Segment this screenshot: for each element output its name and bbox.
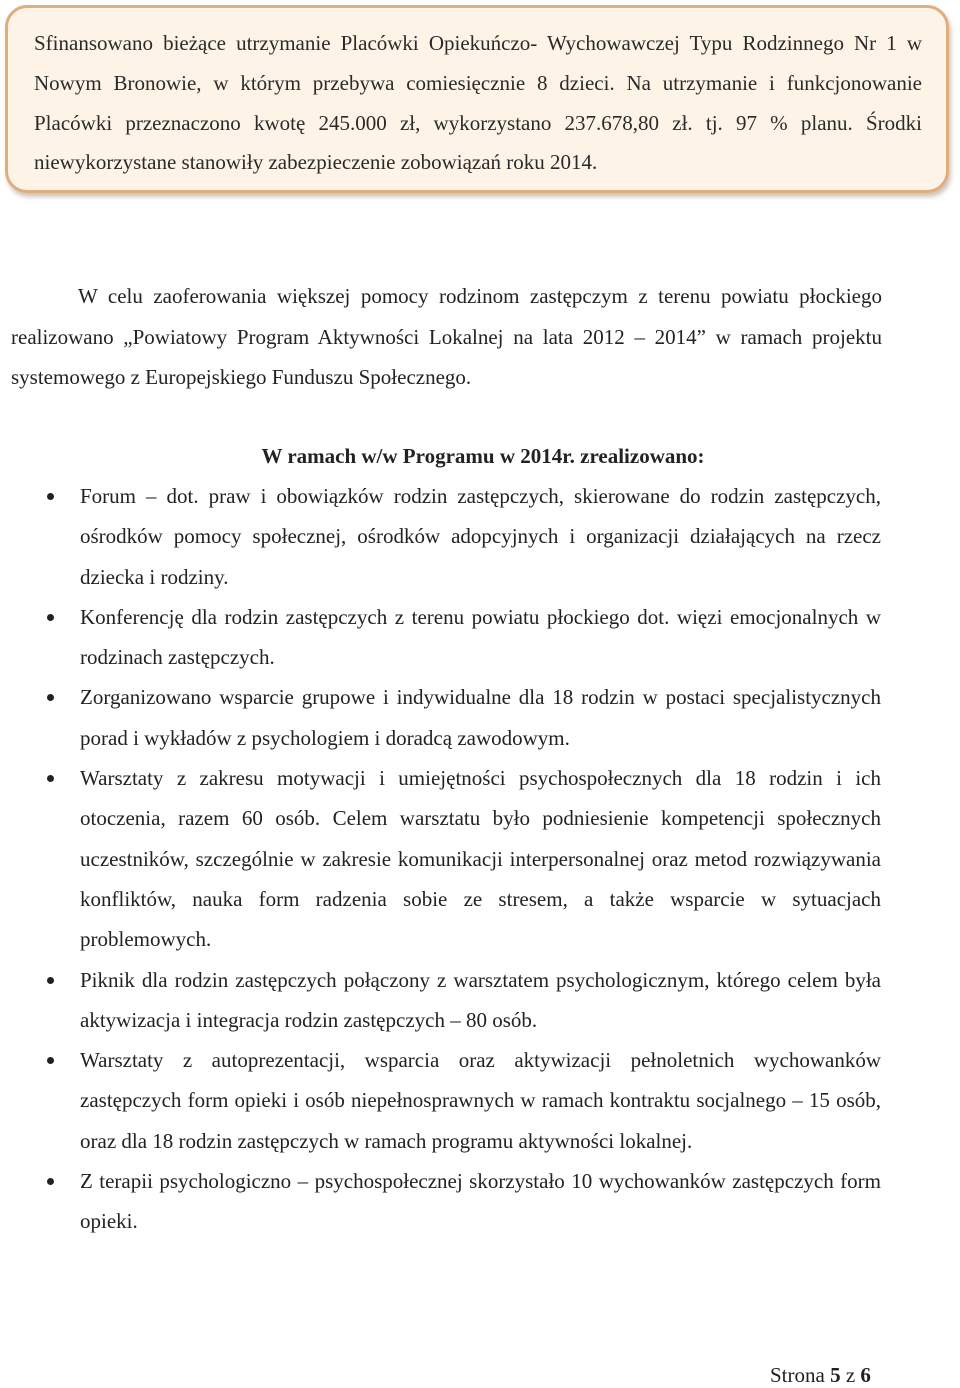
page-number: 5 (830, 1363, 841, 1387)
list-item-text: Warsztaty z zakresu motywacji i umiejętności psychospołecznych dla 18 rodzin i ich otoczenia, razem 60 osób. Celem warsztatu było podniesienie kompetencji społecznych uczestników, szczególnie w zakresie komunikacji interpersonalnej oraz metod rozwiązywania konfliktów, nauka form radzenia sobie ze stresem, a także wsparcie w sytuacjach problemowych. (80, 766, 881, 952)
list-item (80, 960, 881, 1041)
bullet-icon (47, 694, 54, 701)
bullet-icon (47, 493, 54, 500)
bullet-icon (47, 614, 54, 621)
page-total: 6 (860, 1363, 871, 1387)
achievements-list (80, 476, 881, 1242)
list-item (80, 677, 881, 758)
section-heading: W ramach w/w Programu w 2014r. zrealizowano: (261, 444, 705, 468)
list-item (80, 1040, 881, 1161)
summary-box (5, 5, 949, 193)
list-item (80, 758, 881, 959)
bullet-icon (47, 1178, 54, 1185)
list-item-text: Piknik dla rodzin zastępczych połączony z warsztatem psychologicznym, którego celem była aktywizacja i integracja rodzin zastępczych – 80 osób. (80, 967, 881, 1032)
summary-text: Sfinansowano bieżące utrzymanie Placówki Opiekuńczo- Wychowawczej Typu Rodzinnego Nr 1 w Nowym Bronowie, w którym przebywa comiesięcznie 8 dzieci. Na utrzymanie i funkcjonowanie Placówki przeznaczono kwotę 245.000 zł, wykorzystano 237.678,80 zł. tj. 97 % planu. Środki niewykorzystane stanowiły zabezpieczenie zobowiązań roku 2014. (34, 31, 922, 175)
list-item-text: Forum – dot. praw i obowiązków rodzin zastępczych, skierowane do rodzin zastępczych, ośrodków pomocy społecznej, ośrodków adopcyjnych i organizacji działających na rzecz dziecka i rodziny. (80, 484, 881, 589)
list-item (80, 1161, 881, 1242)
list-item-text: Warsztaty z autoprezentacji, wsparcia oraz aktywizacji pełnoletnich wychowanków zastępczych form opieki i osób niepełnosprawnych w ramach kontraktu socjalnego – 15 osób, oraz dla 18 rodzin zastępczych w ramach programu aktywności lokalnej. (80, 1048, 881, 1153)
list-item-text: Zorganizowano wsparcie grupowe i indywidualne dla 18 rodzin w postaci specjalistycznych porad i wykładów z psychologiem i doradcą zawodowym. (80, 685, 881, 750)
bullet-icon (47, 1057, 54, 1064)
bullet-icon (47, 977, 54, 984)
list-item (80, 597, 881, 678)
page-footer (770, 1362, 871, 1388)
bullet-icon (47, 775, 54, 782)
list-item-text: Z terapii psychologiczno – psychospołecznej skorzystało 10 wychowanków zastępczych form opieki. (80, 1169, 881, 1234)
intro-paragraph: W celu zaoferowania większej pomocy rodzinom zastępczym z terenu powiatu płockiego realizowano „Powiatowy Program Aktywności Lokalnej na lata 2012 – 2014” w ramach projektu systemowego z Europejskiego Funduszu Społecznego. (11, 284, 882, 389)
page-label: Strona (770, 1363, 825, 1387)
page-separator: z (845, 1363, 856, 1387)
list-item-text: Konferencję dla rodzin zastępczych z terenu powiatu płockiego dot. więzi emocjonalnych w rodzinach zastępczych. (80, 604, 881, 670)
list-item (80, 476, 881, 597)
